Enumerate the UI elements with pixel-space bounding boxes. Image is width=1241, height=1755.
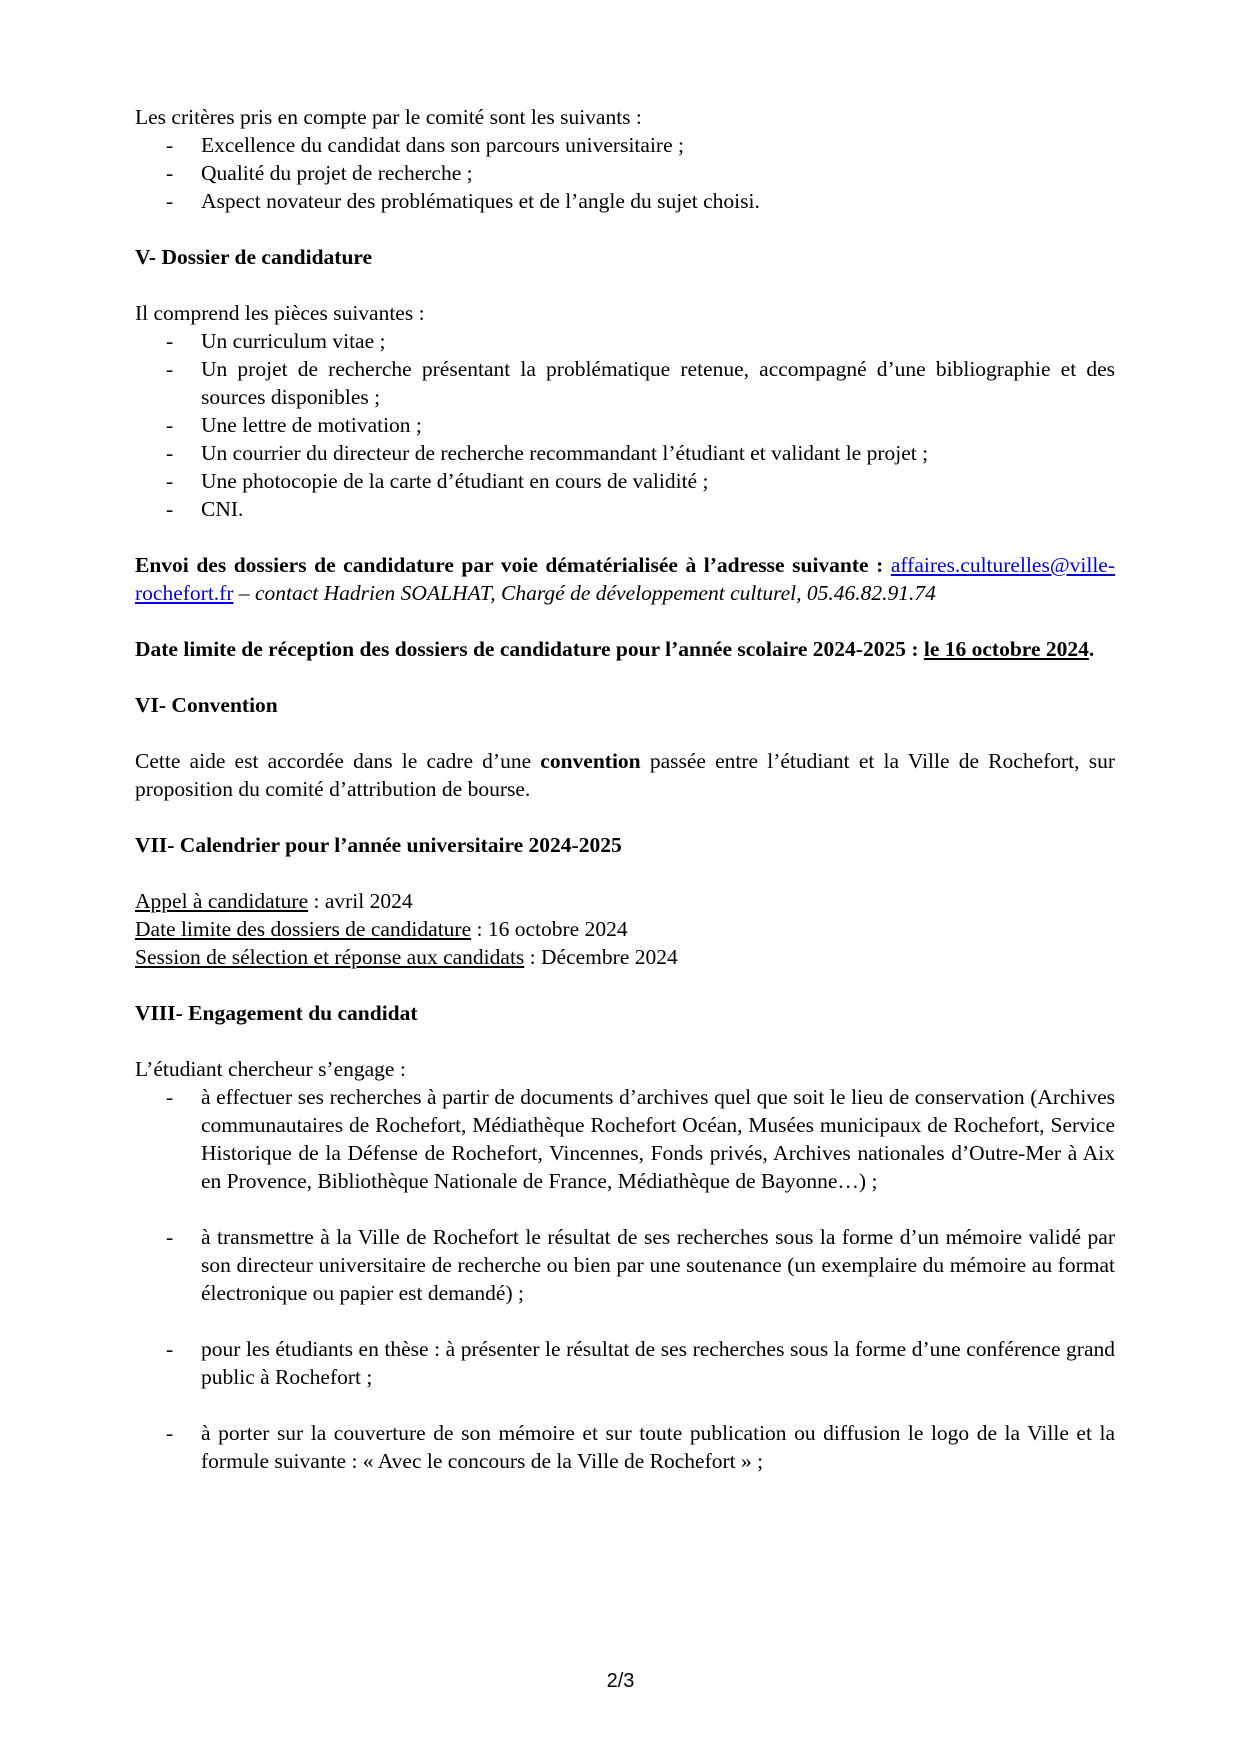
list-item <box>135 131 1115 159</box>
bullet-marker: - <box>166 413 174 437</box>
list-item-text: Un projet de recherche présentant la problématique retenue, accompagné d’une bibliographie et des sources disponibles ; <box>201 357 1115 409</box>
calendar-rows <box>135 887 1115 971</box>
bullet-marker: - <box>166 441 174 465</box>
convention-before: Cette aide est accordée dans le cadre d’une <box>135 749 541 773</box>
envoi-lead: Envoi des dossiers de candidature par voie dématérialisée à l’adresse suivante : <box>135 553 891 577</box>
list-item-text: Une lettre de motivation ; <box>201 413 422 437</box>
list-item <box>135 1083 1115 1195</box>
convention-after: passée entre l’étudiant et la Ville de Rochefort, sur proposition du comité d’attribution de bourse. <box>135 749 1115 801</box>
convention-paragraph <box>135 747 1115 803</box>
bullet-marker: - <box>166 329 174 353</box>
list-item-text: Aspect novateur des problématiques et de l’angle du sujet choisi. <box>201 189 760 213</box>
bullet-marker: - <box>166 1085 174 1109</box>
bullet-marker: - <box>166 497 174 521</box>
list-item-text: Excellence du candidat dans son parcours universitaire ; <box>201 133 684 157</box>
section-heading-convention: VI- Convention <box>135 693 278 717</box>
list-item <box>135 439 1115 467</box>
dossier-list <box>135 327 1115 523</box>
list-item-text: à effectuer ses recherches à partir de documents d’archives quel que soit le lieu de conservation (Archives communautaires de Rochefort, Médiathèque Rochefort Océan, Musées municipaux de Rochefort, Service Historique de la Défense de Rochefort, Vincennes, Fonds privés, Archives nationales d’Outre-Mer à Aix en Provence, Bibliothèque Nationale de France, Médiathèque de Bayonne…) ; <box>201 1085 1115 1193</box>
bullet-marker: - <box>166 469 174 493</box>
section-heading-engagement: VIII- Engagement du candidat <box>135 1001 418 1025</box>
list-item <box>135 187 1115 215</box>
list-item-text: pour les étudiants en thèse : à présenter le résultat de ses recherches sous la forme d’une conférence grand public à Rochefort ; <box>201 1337 1115 1389</box>
calendar-row-label: Session de sélection et réponse aux candidats <box>135 945 525 969</box>
list-item <box>135 411 1115 439</box>
list-item-text: CNI. <box>201 497 244 521</box>
list-item-text: Un curriculum vitae ; <box>201 329 386 353</box>
calendar-row <box>135 887 1115 915</box>
page-number: 2/3 <box>606 1670 635 1692</box>
bullet-marker: - <box>166 1337 174 1361</box>
deadline-lead: Date limite de réception des dossiers de candidature pour l’année scolaire 2024-2025 : <box>135 637 924 661</box>
calendar-row <box>135 943 1115 971</box>
bullet-marker: - <box>166 1225 174 1249</box>
list-item <box>135 495 1115 523</box>
envoi-contact: – contact Hadrien SOALHAT, Chargé de développement culturel, 05.46.82.91.74 <box>233 581 936 605</box>
bullet-marker: - <box>166 1421 174 1445</box>
criteria-intro: Les critères pris en compte par le comité sont les suivants : <box>135 105 642 129</box>
calendar-row-value: : avril 2024 <box>308 889 413 913</box>
envoi-paragraph <box>135 551 1115 607</box>
section-heading-calendrier: VII- Calendrier pour l’année universitaire 2024-2025 <box>135 833 622 857</box>
section-heading-dossier: V- Dossier de candidature <box>135 245 373 269</box>
bullet-marker: - <box>166 357 174 381</box>
list-item-text: Qualité du projet de recherche ; <box>201 161 473 185</box>
bullet-marker: - <box>166 133 174 157</box>
list-item <box>135 355 1115 411</box>
engagement-intro: L’étudiant chercheur s’engage : <box>135 1057 406 1081</box>
list-item <box>135 467 1115 495</box>
list-item <box>135 1419 1115 1475</box>
list-item <box>135 1223 1115 1307</box>
calendar-row <box>135 915 1115 943</box>
list-item-text: à porter sur la couverture de son mémoire et sur toute publication ou diffusion le logo de la Ville et la formule suivante : « Avec le concours de la Ville de Rochefort » ; <box>201 1421 1115 1473</box>
calendar-row-value: : Décembre 2024 <box>524 945 678 969</box>
convention-bold-word: convention <box>540 749 641 773</box>
deadline-date: le 16 octobre 2024 <box>923 637 1089 661</box>
list-item-text: Une photocopie de la carte d’étudiant en cours de validité ; <box>201 469 709 493</box>
calendar-row-value: : 16 octobre 2024 <box>471 917 628 941</box>
bullet-marker: - <box>166 161 174 185</box>
list-item <box>135 327 1115 355</box>
bullet-marker: - <box>166 189 174 213</box>
list-item-text: à transmettre à la Ville de Rochefort le résultat de ses recherches sous la forme d’un mémoire validé par son directeur universitaire de recherche ou bien par une soutenance (un exemplaire du mémoire au format électronique ou papier est demandé) ; <box>201 1225 1115 1305</box>
list-item <box>135 159 1115 187</box>
list-item <box>135 1335 1115 1391</box>
engagement-list <box>135 1083 1115 1475</box>
calendar-row-label: Appel à candidature <box>135 889 309 913</box>
list-item-text: Un courrier du directeur de recherche recommandant l’étudiant et validant le projet ; <box>201 441 929 465</box>
criteria-list <box>135 131 1115 215</box>
email-link[interactable]: affaires.culturelles@ville-rochefort.fr <box>135 553 1115 605</box>
dossier-intro: Il comprend les pièces suivantes : <box>135 301 425 325</box>
deadline-tail: . <box>1088 637 1095 661</box>
deadline-paragraph <box>135 635 1115 663</box>
calendar-row-label: Date limite des dossiers de candidature <box>135 917 472 941</box>
